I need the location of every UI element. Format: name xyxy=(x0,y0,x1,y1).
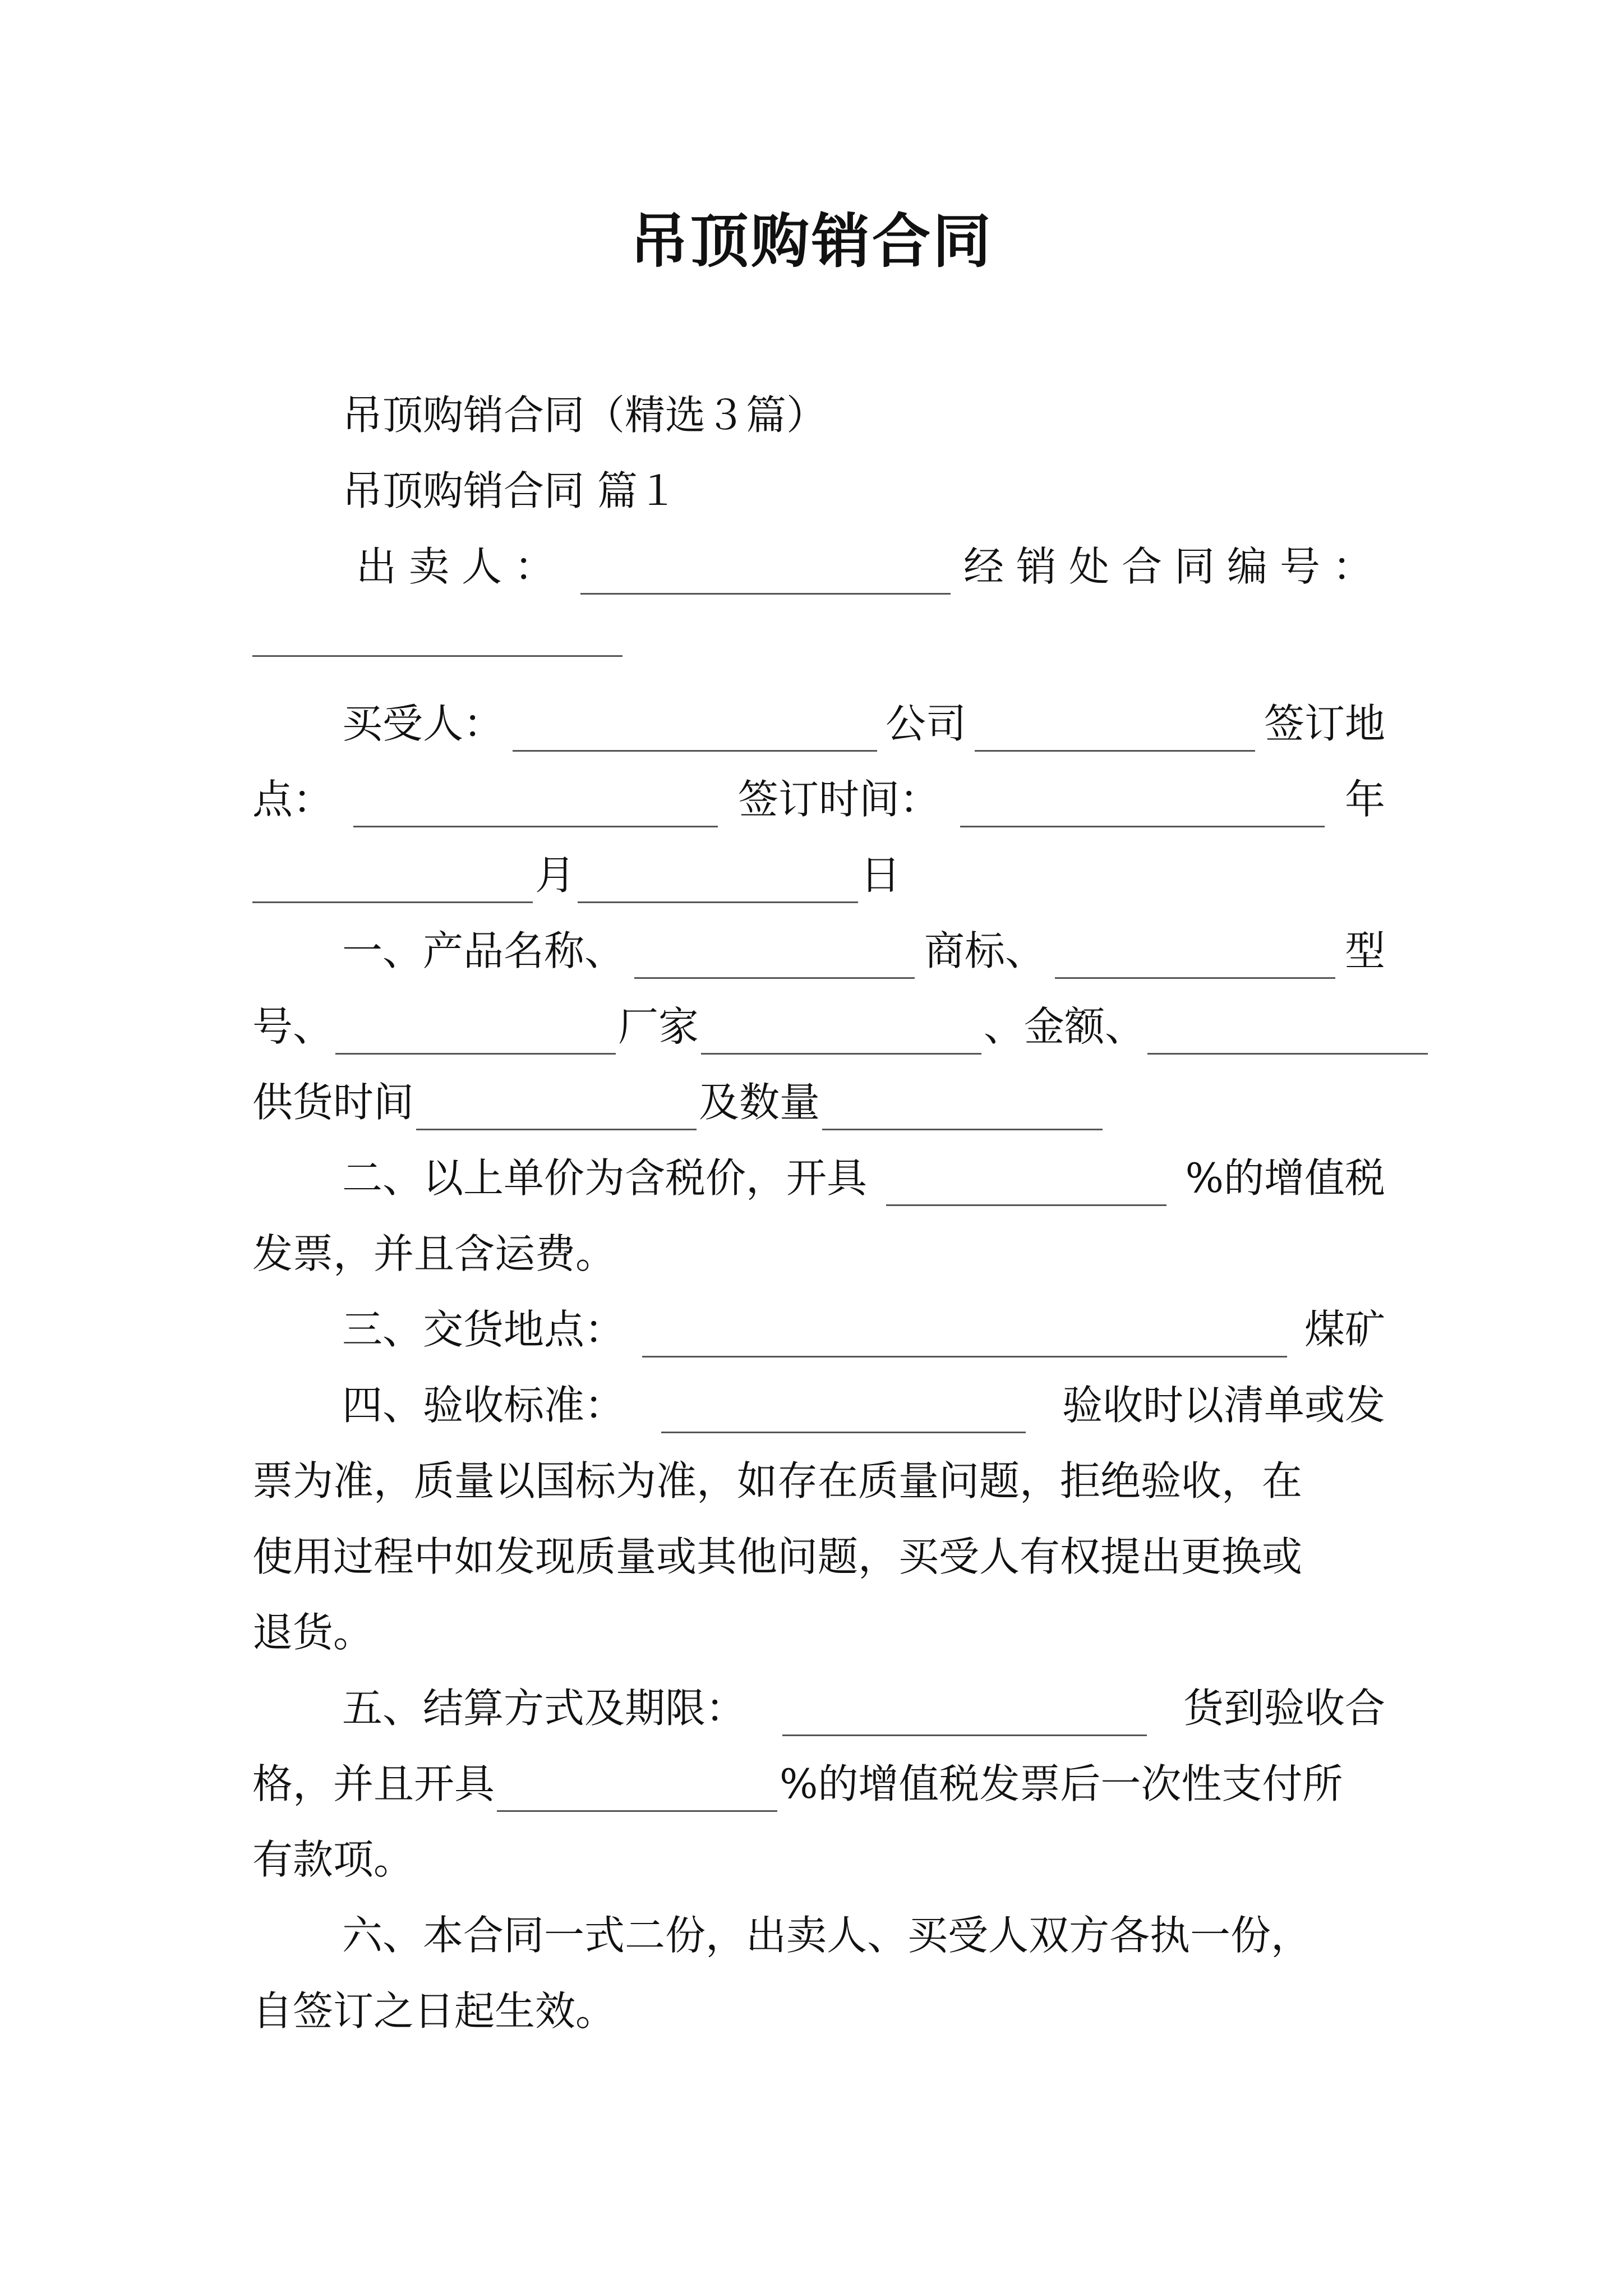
model-blank xyxy=(335,1009,616,1055)
subtitle-line xyxy=(252,387,1475,443)
item1-f: 、金额、 xyxy=(984,1003,1146,1050)
item4-c: 票为准，质量以国标为准，如存在质量问题，拒绝验收，在 xyxy=(252,1457,1303,1504)
sign-place-blank xyxy=(353,782,718,827)
item4-line-a xyxy=(252,1377,1385,1433)
item1-e: 厂家 xyxy=(618,1003,699,1050)
page-title: 吊顶购销合同 xyxy=(629,206,993,275)
sign-month-blank xyxy=(252,858,533,903)
sign-place-line xyxy=(252,771,1385,827)
item6-line-a xyxy=(252,1907,1475,1963)
item2-line-a xyxy=(252,1150,1385,1206)
item4-d: 使用过程中如发现质量或其他问题，买受人有权提出更换或 xyxy=(252,1533,1303,1580)
contract-no-line xyxy=(252,611,1385,657)
month-label: 月 xyxy=(535,852,576,899)
item1-h: 及数量 xyxy=(699,1079,820,1126)
item5-line-b xyxy=(252,1756,1385,1812)
item1-g: 供货时间 xyxy=(252,1079,414,1126)
contract-no-label: 经销处合同编号： xyxy=(963,543,1385,590)
sign-day-blank xyxy=(578,858,858,903)
buyer-line xyxy=(252,696,1385,752)
item2-b: %的增值税 xyxy=(1185,1154,1385,1202)
company-blank xyxy=(975,706,1255,752)
item5-line-a xyxy=(252,1680,1385,1736)
invoice-rate-blank xyxy=(497,1766,777,1812)
item5-c: 格，并且开具 xyxy=(252,1760,495,1807)
item2-line-b xyxy=(252,1226,1385,1282)
year-label: 年 xyxy=(1344,776,1385,823)
item3-b: 煤矿 xyxy=(1304,1306,1385,1353)
item6-line-b xyxy=(252,1983,1385,2039)
item5-b: 货到验收合 xyxy=(1183,1685,1385,1732)
item2-a: 二、以上单价为含税价，开具 xyxy=(342,1154,868,1202)
item6-a: 六、本合同一式二份，出卖人、买受人双方各执一份， xyxy=(342,1912,1312,1959)
sign-place-label-a: 签订地 xyxy=(1264,700,1385,747)
subtitle: 吊顶购销合同（精选３篇） xyxy=(342,392,827,439)
item1-a: 一、产品名称、 xyxy=(342,927,625,974)
item5-d: %的增值税发票后一次性支付所 xyxy=(780,1760,1343,1807)
quantity-blank xyxy=(822,1085,1103,1130)
item4-b: 验收时以清单或发 xyxy=(1062,1382,1385,1429)
section-heading: 吊顶购销合同 篇１ xyxy=(342,467,678,514)
item3-line xyxy=(252,1301,1385,1358)
acceptance-standard-blank xyxy=(661,1388,1026,1433)
item4-line-d xyxy=(252,1604,1385,1660)
item3-a: 三、交货地点： xyxy=(342,1306,625,1353)
item1-line-a xyxy=(252,923,1385,979)
item1-d: 号、 xyxy=(252,1003,334,1050)
settlement-blank xyxy=(782,1691,1147,1736)
item6-b: 自签订之日起生效。 xyxy=(252,1987,616,2035)
item1-line-c xyxy=(252,1074,1385,1130)
item4-line-c xyxy=(252,1529,1385,1585)
item1-line-b xyxy=(252,999,1385,1055)
item4-a: 四、验收标准： xyxy=(342,1382,625,1429)
item5-e: 有款项。 xyxy=(252,1836,414,1883)
buyer-blank xyxy=(513,706,877,752)
item5-a: 五、结算方式及期限： xyxy=(342,1685,746,1732)
sign-time-label: 签订时间： xyxy=(737,776,940,823)
seller-label: 出卖人： xyxy=(356,543,568,590)
section-heading-line xyxy=(252,463,1475,519)
trademark-blank xyxy=(1055,933,1335,979)
item4-e: 退货。 xyxy=(252,1609,374,1656)
sign-year-blank xyxy=(960,782,1325,827)
item2-c: 发票，并且含运费。 xyxy=(252,1230,616,1277)
amount-blank xyxy=(1147,1009,1428,1055)
tax-rate-blank xyxy=(886,1161,1166,1206)
supply-time-blank xyxy=(416,1085,697,1130)
item5-line-c xyxy=(252,1832,1385,1888)
seller-blank xyxy=(580,549,951,595)
item1-b: 商标、 xyxy=(924,927,1045,974)
product-name-blank xyxy=(634,933,915,979)
buyer-label: 买受人： xyxy=(342,700,504,747)
delivery-place-blank xyxy=(642,1312,1287,1358)
date-line xyxy=(252,847,1385,903)
manufacturer-blank xyxy=(701,1009,981,1055)
company-label: 公司 xyxy=(885,700,966,747)
item1-c: 型 xyxy=(1344,927,1385,974)
item4-line-b xyxy=(252,1453,1385,1509)
seller-line xyxy=(252,539,1385,595)
day-label: 日 xyxy=(860,852,901,899)
contract-no-blank xyxy=(252,611,623,657)
sign-place-label-b: 点： xyxy=(252,776,334,823)
